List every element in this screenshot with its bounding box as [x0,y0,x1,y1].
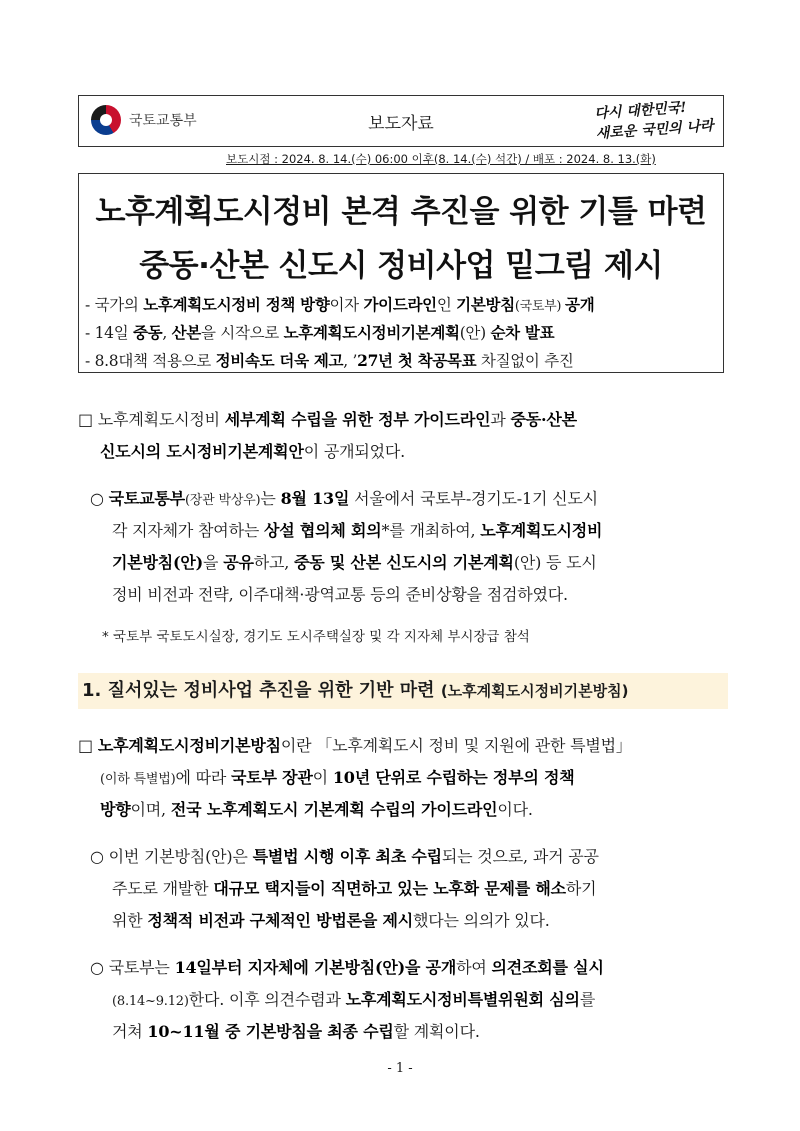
subtitle-bullet-1: - 국가의 노후계획도시정비 정책 방향이자 가이드라인인 기본방침(국토부) 공개 [85,295,595,314]
paragraph-4-line-1: ○ 이번 기본방침(안)은 특별법 시행 이후 최초 수립되는 것으로, 과거 공공 [90,847,599,866]
paragraph-2-line-2: 각 지자체가 참여하는 상설 협의체 회의*를 개최하여, 노후계획도시정비 [112,521,603,540]
release-info: 보도시점 : 2024. 8. 14.(수) 06:00 이후(8. 14.(수) 석간) / 배포 : 2024. 8. 13.(화) [226,152,656,166]
paragraph-3-line-1: □ 노후계획도시정비기본방침이란 「노후계획도시 정비 및 지원에 관한 특별법」 [78,736,632,755]
headline-box [78,173,724,373]
paragraph-2-line-4: 정비 비전과 전략, 이주대책·광역교통 등의 준비상황을 점검하였다. [112,585,568,604]
paragraph-1-line-1: □ 노후계획도시정비 세부계획 수립을 위한 정부 가이드라인과 중동·산본 [78,410,577,429]
paragraph-1-line-2: 신도시의 도시정비기본계획안이 공개되었다. [100,442,406,461]
press-header [78,95,724,147]
slogan-line-2: 새로운 국민의 나라 [595,117,715,143]
paragraph-2-line-1: ○ 국토교통부(장관 박상우)는 8월 13일 서울에서 국토부-경기도-1기 신도시 [90,489,598,508]
slogan-signature [594,96,714,144]
slogan-line-1: 다시 대한민국! [593,99,687,123]
ministry-name: 국토교통부 [129,113,197,129]
paragraph-4-line-2: 주도로 개발한 대규모 택지들이 직면하고 있는 노후화 문제를 해소하기 [112,879,597,898]
paragraph-3-line-2: (이하 특별법)에 따라 국토부 장관이 10년 단위로 수립하는 정부의 정책 [100,768,575,787]
section-heading-1: 1. 질서있는 정비사업 추진을 위한 기반 마련 (노후계획도시정비기본방침) [78,673,728,709]
footnote: * 국토부 국토도시실장, 경기도 도시주택실장 및 각 지자체 부시장급 참석 [102,629,530,645]
paragraph-2-line-3: 기본방침(안)을 공유하고, 중동 및 산본 신도시의 기본계획(안) 등 도시 [112,553,597,572]
subtitle-bullet-2: - 14일 중동, 산본을 시작으로 노후계획도시정비기본계획(안) 순차 발표 [85,323,555,342]
document-type: 보도자료 [368,114,434,134]
paragraph-4-line-3: 위한 정책적 비전과 구체적인 방법론을 제시했다는 의의가 있다. [112,911,550,930]
paragraph-5-line-2: (8.14~9.12)한다. 이후 의견수렴과 노후계획도시정비특별위원회 심의를 [112,990,596,1009]
paragraph-5-line-1: ○ 국토부는 14일부터 지자체에 기본방침(안)을 공개하여 의견조회를 실시 [90,958,604,977]
headline-line-1: 노후계획도시정비 본격 추진을 위한 기틀 마련 [95,194,707,230]
subtitle-bullet-3: - 8.8대책 적용으로 정비속도 더욱 제고, ’27년 첫 착공목표 차질없이 추진 [85,351,574,370]
headline-line-2: 중동·산본 신도시 정비사업 밑그림 제시 [139,248,663,284]
paragraph-3-line-3: 방향이며, 전국 노후계획도시 기본계획 수립의 가이드라인이다. [100,800,533,819]
page-number: - 1 - [387,1061,413,1076]
paragraph-5-line-3: 거쳐 10~11월 중 기본방침을 최종 수립할 계획이다. [112,1022,480,1041]
